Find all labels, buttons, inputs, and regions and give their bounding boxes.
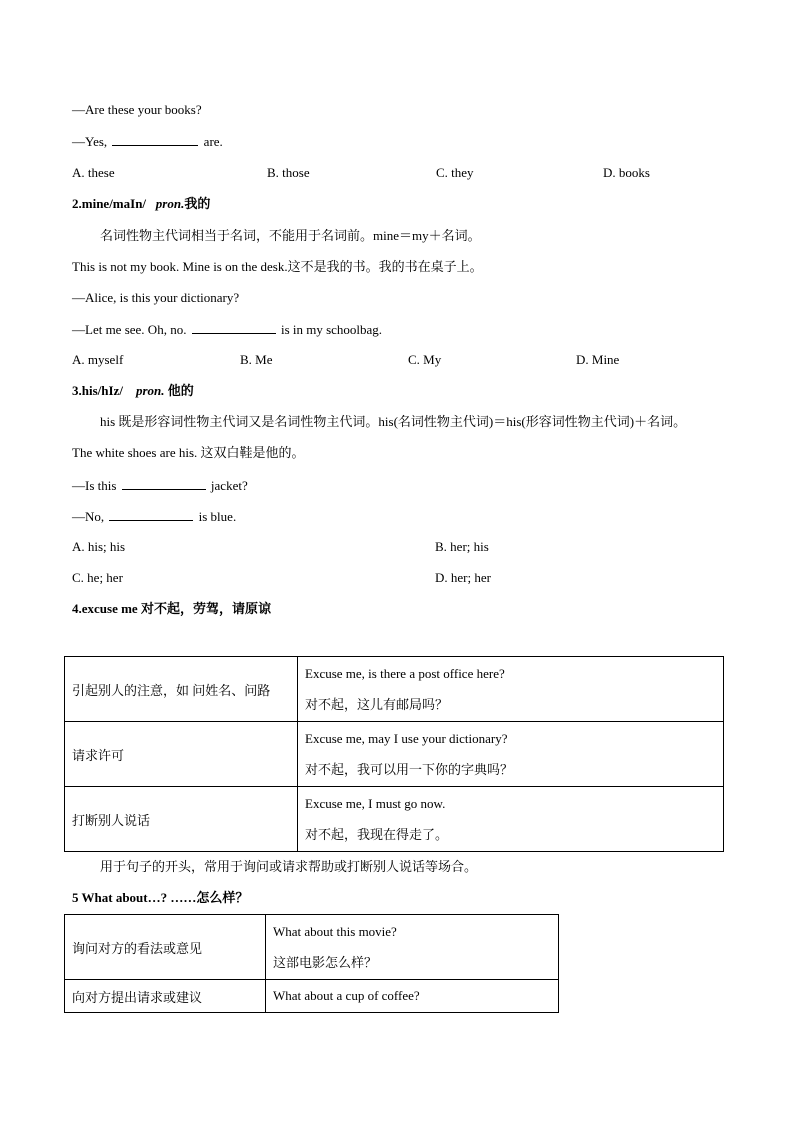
example-zh: 这部电影怎么样？ — [273, 955, 378, 970]
section5-heading: 5 What about…? ……怎么样？ — [72, 890, 249, 905]
section3-option-a: A. his; his — [72, 539, 126, 554]
usage-cell: 向对方提出请求或建议 — [65, 980, 266, 1013]
section2-explain: 名词性物主代词相当于名词，不能用于名词前。mine＝my＋名词。 — [100, 228, 481, 243]
answer-blank — [192, 321, 276, 334]
section4-note: 用于句子的开头，常用于询问或请求帮助或打断别人说话等场合。 — [100, 859, 478, 874]
q1-option-a: A. these — [72, 165, 115, 180]
table-row — [65, 915, 559, 980]
example-zh: 对不起，我可以用一下你的字典吗？ — [305, 762, 514, 777]
section3-q-line2-pre: —No, — [72, 509, 108, 524]
section2-heading — [72, 196, 210, 212]
example-cell — [298, 657, 724, 722]
section3-q-line1 — [72, 477, 248, 494]
section2-option-a: A. myself — [72, 352, 124, 367]
what-about-table — [64, 914, 559, 1013]
answer-blank — [109, 508, 193, 521]
section3-q-line1-post: jacket? — [207, 478, 248, 493]
section3-option-d: D. her; her — [435, 570, 491, 585]
example-zh: 对不起，这儿有邮局吗？ — [305, 697, 449, 712]
example-en: Excuse me, may I use your dictionary? — [305, 731, 508, 746]
example-en: Excuse me, I must go now. — [305, 796, 446, 811]
example-cell — [266, 915, 559, 980]
section2-q-line2-post: is in my schoolbag. — [277, 322, 383, 337]
table-row — [65, 787, 724, 852]
example-en: What about this movie? — [273, 924, 397, 939]
example-cell — [298, 722, 724, 787]
section3-meaning: 他的 — [167, 383, 194, 398]
section2-pos: pron. — [155, 196, 185, 211]
table-row — [65, 722, 724, 787]
example-en: What about a cup of coffee? — [273, 988, 420, 1003]
section3-q-line1-pre: —Is this — [72, 478, 120, 493]
answer-blank — [112, 133, 198, 146]
q1-line2-post: are. — [200, 134, 223, 149]
q1-option-b: B. those — [267, 165, 310, 180]
section3-word: 3.his/hIz/ — [72, 383, 123, 398]
section4-heading: 4.excuse me 对不起，劳驾，请原谅 — [72, 601, 271, 616]
example-cell — [266, 980, 559, 1013]
section2-q-line2-pre: —Let me see. Oh, no. — [72, 322, 190, 337]
section2-option-b: B. Me — [240, 352, 273, 367]
section3-q-line2-post: is blue. — [195, 509, 237, 524]
example-en: Excuse me, is there a post office here? — [305, 666, 505, 681]
section3-example: The white shoes are his. 这双白鞋是他的。 — [72, 445, 305, 460]
section3-option-b: B. her; his — [435, 539, 489, 554]
section3-pos: pron. — [135, 383, 165, 398]
usage-cell: 询问对方的看法或意见 — [65, 915, 266, 980]
example-cell — [298, 787, 724, 852]
section2-q-line2 — [72, 321, 382, 338]
section2-q-line1: —Alice, is this your dictionary? — [72, 290, 240, 305]
section2-example: This is not my book. Mine is on the desk.这不是我的书。我的书在桌子上。 — [72, 259, 483, 274]
section2-word: 2.mine/maIn/ — [72, 196, 147, 211]
q1-line2-pre: —Yes, — [72, 134, 111, 149]
table-row — [65, 980, 559, 1013]
answer-blank — [122, 477, 206, 490]
q1-option-c: C. they — [436, 165, 474, 180]
excuse-me-table — [64, 656, 724, 852]
section3-option-c: C. he; her — [72, 570, 123, 585]
usage-cell: 引起别人的注意，如 问姓名、问路 — [65, 657, 298, 722]
q1-line2 — [72, 133, 223, 150]
section3-q-line2 — [72, 508, 236, 525]
example-zh: 对不起，我现在得走了。 — [305, 827, 449, 842]
section2-meaning: 我的 — [184, 196, 211, 211]
section2-option-c: C. My — [408, 352, 442, 367]
usage-cell: 请求许可 — [65, 722, 298, 787]
section3-heading — [72, 383, 194, 399]
q1-line1: —Are these your books? — [72, 102, 202, 117]
usage-cell: 打断别人说话 — [65, 787, 298, 852]
table-row — [65, 657, 724, 722]
q1-option-d: D. books — [603, 165, 650, 180]
section2-option-d: D. Mine — [576, 352, 620, 367]
section3-explain: his 既是形容词性物主代词又是名词性物主代词。his(名词性物主代词)＝his(形容词性物主代词)＋名词。 — [100, 414, 687, 429]
